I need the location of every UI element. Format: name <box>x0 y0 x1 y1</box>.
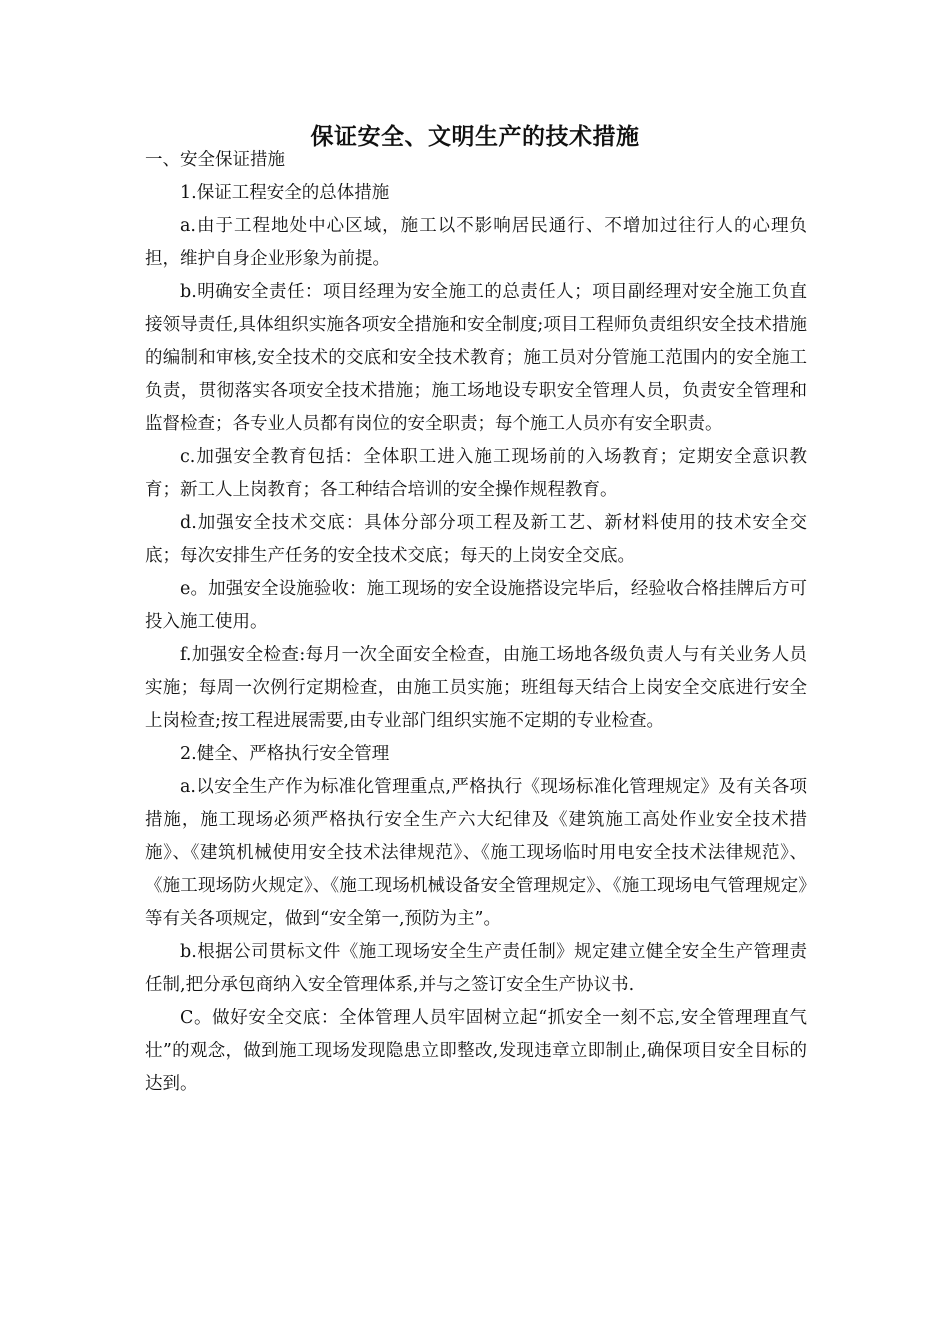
paragraph: a.由于工程地处中心区域，施工以不影响居民通行、不增加过往行人的心理负担，维护自身企业形象为前提。 <box>145 216 807 269</box>
document-title: 保证安全、文明生产的技术措施 <box>310 123 640 150</box>
document-body <box>145 144 807 1101</box>
paragraph: d.加强安全技术交底：具体分部分项工程及新工艺、新材料使用的技术安全交底；每次安排生产任务的安全技术交底；每天的上岗安全交底。 <box>145 513 807 566</box>
section-heading: 一、安全保证措施 <box>145 150 285 170</box>
paragraph: e。加强安全设施验收：施工现场的安全设施搭设完毕后，经验收合格挂牌后方可投入施工使用。 <box>145 579 807 632</box>
paragraph: C。做好安全交底：全体管理人员牢固树立起“抓安全一刻不忘,安全管理理直气壮”的观念，做到施工现场发现隐患立即整改,发现违章立即制止,确保项目安全目标的达到。 <box>145 1008 807 1094</box>
subsection-heading: 1.保证工程安全的总体措施 <box>180 183 390 203</box>
paragraph: b.根据公司贯标文件《施工现场安全生产责任制》规定建立健全安全生产管理责任制,把分承包商纳入安全管理体系,并与之签订安全生产协议书. <box>145 942 807 995</box>
subsection-heading: 2.健全、严格执行安全管理 <box>180 744 390 764</box>
paragraph: a.以安全生产作为标准化管理重点,严格执行《现场标准化管理规定》及有关各项措施，施工现场必须严格执行安全生产六大纪律及《建筑施工高处作业安全技术措施》、《建筑机械使用安全技术法律规范》、《施工现场临时用电安全技术法律规范》、《施工现场防火规定》、《施工现场机械设备安全管理规定》、《施工现场电气管理规定》等有关各项规定，做到“安全第一,预防为主”。 <box>145 777 807 929</box>
paragraph: b.明确安全责任：项目经理为安全施工的总责任人；项目副经理对安全施工负直接领导责任,具体组织实施各项安全措施和安全制度;项目工程师负责组织安全技术措施的编制和审核,安全技术的交底和安全技术教育；施工员对分管施工范围内的安全施工负责，贯彻落实各项安全技术措施；施工场地设专职安全管理人员，负责安全管理和监督检查；各专业人员都有岗位的安全职责；每个施工人员亦有安全职责。 <box>145 282 807 434</box>
paragraph: f.加强安全检查:每月一次全面安全检查，由施工场地各级负责人与有关业务人员实施；每周一次例行定期检查，由施工员实施；班组每天结合上岗安全交底进行安全上岗检查;按工程进展需要,由专业部门组织实施不定期的专业检查。 <box>145 645 807 731</box>
paragraph: c.加强安全教育包括：全体职工进入施工现场前的入场教育；定期安全意识教育；新工人上岗教育；各工种结合培训的安全操作规程教育。 <box>145 447 807 500</box>
